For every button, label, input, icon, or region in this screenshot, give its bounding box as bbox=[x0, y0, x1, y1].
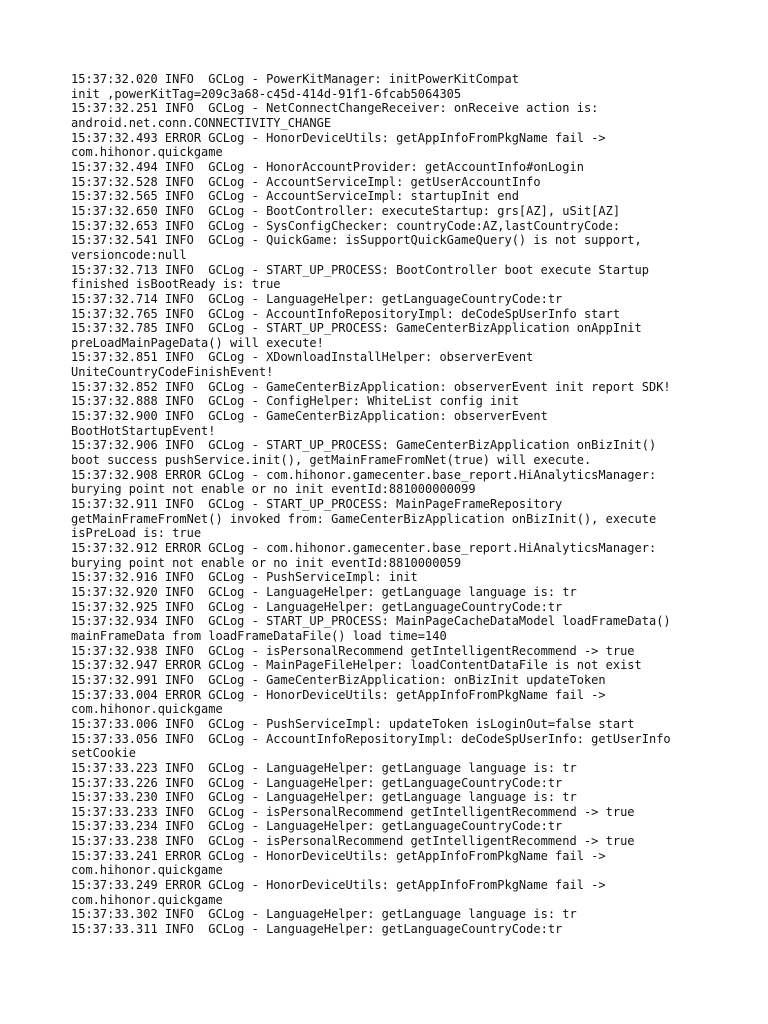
log-line: burying point not enable or no init eventId:8810000059 bbox=[71, 555, 462, 570]
log-line: 15:37:32.020 INFO GCLog - PowerKitManager: initPowerKitCompat bbox=[71, 72, 519, 86]
log-line: mainFrameData from loadFrameDataFile() load time=140 bbox=[71, 628, 447, 643]
log-line: 15:37:32.947 ERROR GCLog - MainPageFileHelper: loadContentDataFile is not exist bbox=[71, 658, 642, 673]
log-line: 15:37:33.233 INFO GCLog - isPersonalRecommend getIntelligentRecommend -> true bbox=[71, 804, 635, 819]
log-line: UniteCountryCodeFinishEvent! bbox=[71, 365, 274, 380]
log-line: 15:37:33.241 ERROR GCLog - HonorDeviceUtils: getAppInfoFromPkgName fail -> bbox=[71, 848, 606, 863]
log-line: com.hihonor.quickgame bbox=[71, 702, 223, 717]
log-line: finished isBootReady is: true bbox=[71, 277, 281, 292]
log-line: 15:37:32.765 INFO GCLog - AccountInfoRepositoryImpl: deCodeSpUserInfo start bbox=[71, 306, 621, 321]
log-line: 15:37:33.302 INFO GCLog - LanguageHelper: getLanguage language is: tr bbox=[71, 907, 577, 922]
log-line: 15:37:32.650 INFO GCLog - BootController: executeStartup: grs[AZ], uSit[AZ] bbox=[71, 203, 621, 218]
log-line: 15:37:32.528 INFO GCLog - AccountServiceImpl: getUserAccountInfo bbox=[71, 174, 541, 189]
log-line: 15:37:33.238 INFO GCLog - isPersonalRecommend getIntelligentRecommend -> true bbox=[71, 834, 635, 849]
log-line: com.hihonor.quickgame bbox=[71, 145, 223, 160]
log-line: 15:37:33.004 ERROR GCLog - HonorDeviceUtils: getAppInfoFromPkgName fail -> bbox=[71, 687, 606, 702]
log-line: 15:37:32.785 INFO GCLog - START_UP_PROCESS: GameCenterBizApplication onAppInit bbox=[71, 321, 642, 336]
log-line: 15:37:32.851 INFO GCLog - XDownloadInstallHelper: observerEvent bbox=[71, 350, 534, 365]
log-line: 15:37:32.565 INFO GCLog - AccountServiceImpl: startupInit end bbox=[71, 189, 519, 204]
log-line: burying point not enable or no init eventId:881000000099 bbox=[71, 482, 476, 497]
log-line: isPreLoad is: true bbox=[71, 526, 202, 541]
log-line: 15:37:32.906 INFO GCLog - START_UP_PROCESS: GameCenterBizApplication onBizInit() bbox=[71, 438, 657, 453]
log-line: 15:37:32.493 ERROR GCLog - HonorDeviceUtils: getAppInfoFromPkgName fail -> bbox=[71, 130, 606, 145]
log-line: 15:37:33.226 INFO GCLog - LanguageHelper: getLanguageCountryCode:tr bbox=[71, 775, 563, 790]
log-line: 15:37:32.991 INFO GCLog - GameCenterBizApplication: onBizInit updateToken bbox=[71, 672, 606, 687]
log-line: 15:37:33.056 INFO GCLog - AccountInfoRepositoryImpl: deCodeSpUserInfo: getUserInfo bbox=[71, 731, 671, 746]
log-line: 15:37:33.249 ERROR GCLog - HonorDeviceUtils: getAppInfoFromPkgName fail -> bbox=[71, 878, 606, 893]
log-line: 15:37:32.925 INFO GCLog - LanguageHelper: getLanguageCountryCode:tr bbox=[71, 599, 563, 614]
log-line: init ,powerKitTag=209c3a68-c45d-414d-91f1-6fcab5064305 bbox=[71, 86, 462, 101]
log-line: BootHotStartupEvent! bbox=[71, 423, 216, 438]
log-line: 15:37:33.230 INFO GCLog - LanguageHelper: getLanguage language is: tr bbox=[71, 790, 577, 805]
log-document bbox=[71, 72, 731, 937]
log-line: 15:37:32.653 INFO GCLog - SysConfigChecker: countryCode:AZ,lastCountryCode: bbox=[71, 218, 621, 233]
log-line: 15:37:32.912 ERROR GCLog - com.hihonor.gamecenter.base_report.HiAnalyticsManager: bbox=[71, 541, 657, 555]
log-line: 15:37:33.234 INFO GCLog - LanguageHelper: getLanguageCountryCode:tr bbox=[71, 819, 563, 834]
log-line: 15:37:32.900 INFO GCLog - GameCenterBizApplication: observerEvent bbox=[71, 409, 548, 424]
log-line: android.net.conn.CONNECTIVITY_CHANGE bbox=[71, 115, 332, 130]
log-line: 15:37:32.911 INFO GCLog - START_UP_PROCESS: MainPageFrameRepository bbox=[71, 497, 563, 512]
log-line: 15:37:33.311 INFO GCLog - LanguageHelper: getLanguageCountryCode:tr bbox=[71, 922, 563, 937]
log-line: com.hihonor.quickgame bbox=[71, 892, 223, 907]
log-line: 15:37:32.908 ERROR GCLog - com.hihonor.gamecenter.base_report.HiAnalyticsManager: bbox=[71, 467, 657, 482]
log-line: 15:37:32.852 INFO GCLog - GameCenterBizApplication: observerEvent init report SDK! bbox=[71, 379, 671, 394]
log-line: preLoadMainPageData() will execute! bbox=[71, 335, 324, 350]
log-line: 15:37:32.920 INFO GCLog - LanguageHelper: getLanguage language is: tr bbox=[71, 584, 577, 599]
log-line: 15:37:32.938 INFO GCLog - isPersonalRecommend getIntelligentRecommend -> true bbox=[71, 643, 635, 658]
log-line: 15:37:33.006 INFO GCLog - PushServiceImpl: updateToken isLoginOut=false start bbox=[71, 716, 635, 731]
log-line: com.hihonor.quickgame bbox=[71, 863, 223, 878]
log-line: 15:37:32.916 INFO GCLog - PushServiceImpl: init bbox=[71, 570, 418, 585]
log-line: 15:37:33.223 INFO GCLog - LanguageHelper: getLanguage language is: tr bbox=[71, 760, 577, 775]
log-line: 15:37:32.714 INFO GCLog - LanguageHelper: getLanguageCountryCode:tr bbox=[71, 291, 563, 306]
log-line: 15:37:32.541 INFO GCLog - QuickGame: isSupportQuickGameQuery() is not support, bbox=[71, 233, 642, 248]
log-line: versioncode:null bbox=[71, 247, 187, 262]
log-line: 15:37:32.888 INFO GCLog - ConfigHelper: WhiteList config init bbox=[71, 394, 519, 409]
log-line: 15:37:32.934 INFO GCLog - START_UP_PROCESS: MainPageCacheDataModel loadFrameData() bbox=[71, 614, 671, 629]
log-line: 15:37:32.494 INFO GCLog - HonorAccountProvider: getAccountInfo#onLogin bbox=[71, 159, 584, 174]
log-line: 15:37:32.251 INFO GCLog - NetConnectChangeReceiver: onReceive action is: bbox=[71, 101, 599, 116]
log-line: getMainFrameFromNet() invoked from: GameCenterBizApplication onBizInit(), execute bbox=[71, 511, 657, 526]
log-line: 15:37:32.713 INFO GCLog - START_UP_PROCESS: BootController boot execute Startup bbox=[71, 262, 649, 277]
log-line: setCookie bbox=[71, 746, 137, 761]
log-line: boot success pushService.init(), getMainFrameFromNet(true) will execute. bbox=[71, 453, 592, 468]
